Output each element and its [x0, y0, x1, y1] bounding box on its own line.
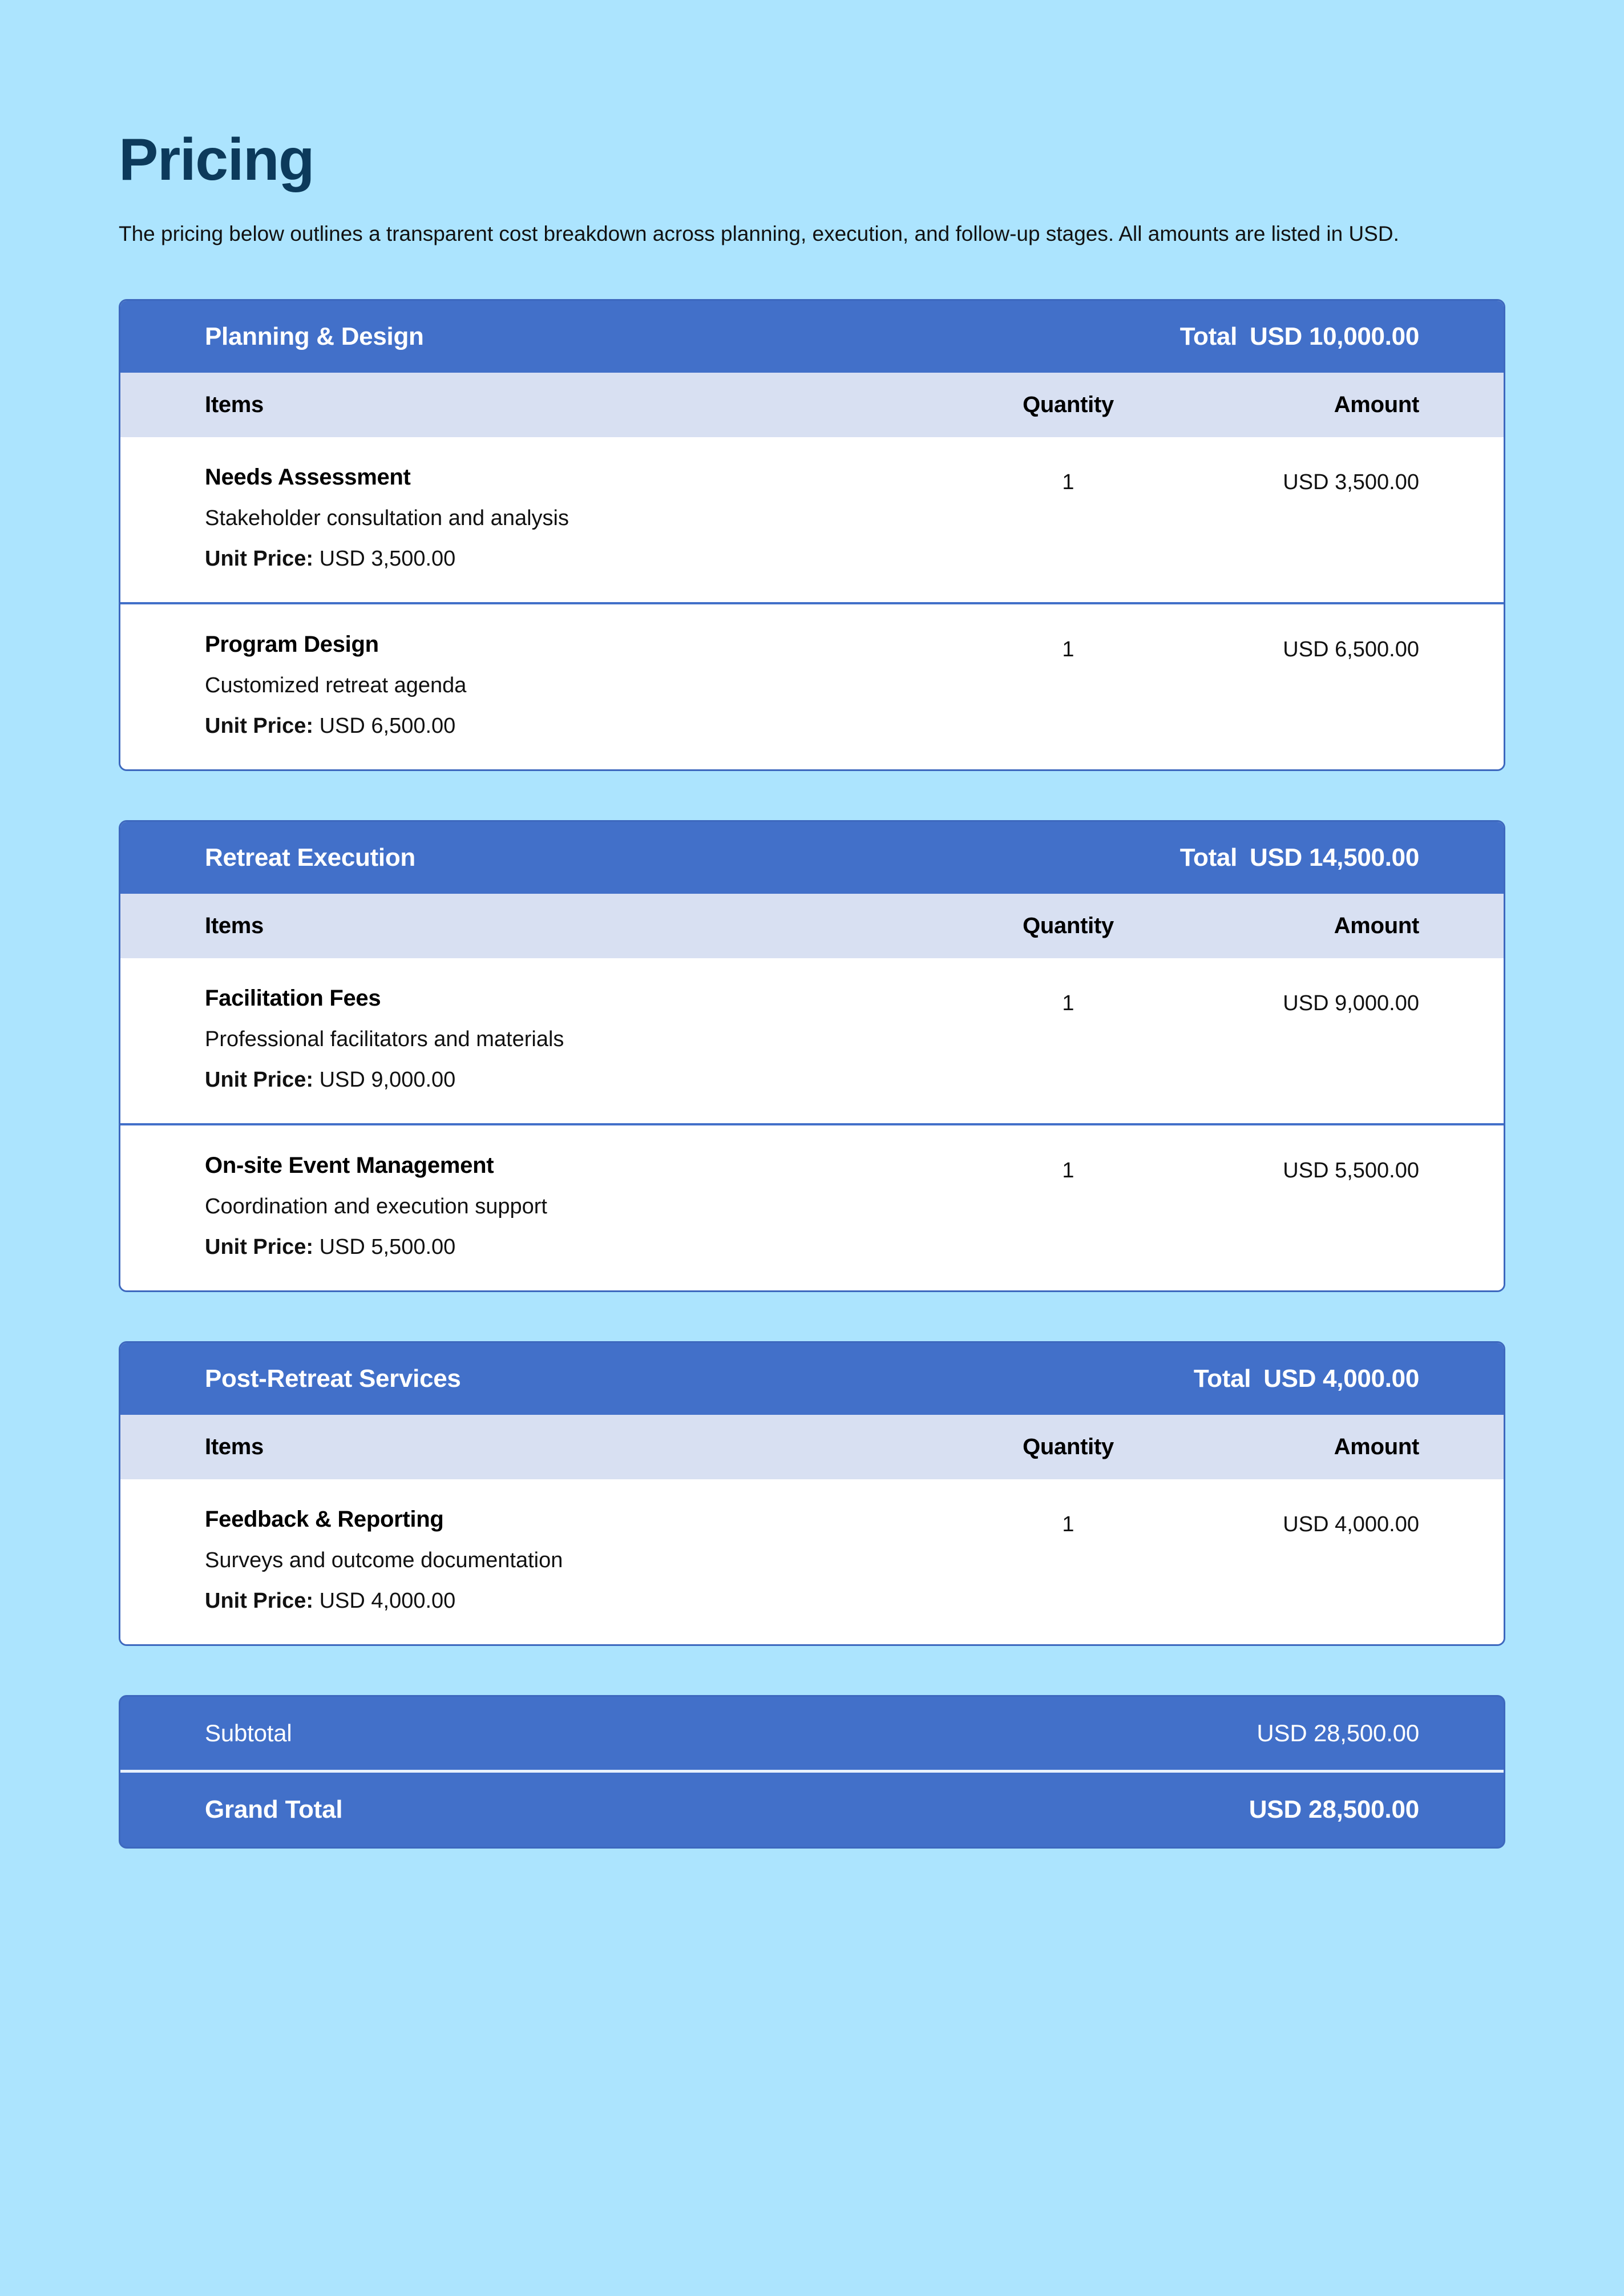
page-subtitle: The pricing below outlines a transparent cost breakdown across planning, execution, and follow-up stages. All amounts are listed in USD.: [119, 222, 1399, 245]
section-total-word: Total: [1179, 844, 1238, 872]
unit-price-label: Unit Price:: [205, 1235, 314, 1260]
table-row: [120, 602, 1504, 769]
line-item-description: Customized retreat agenda: [205, 673, 467, 698]
line-item-amount: USD 5,500.00: [1283, 1159, 1419, 1183]
column-header-amount: Amount: [1334, 1434, 1419, 1460]
column-header-quantity: Quantity: [1023, 1434, 1114, 1460]
section-total-value: USD 10,000.00: [1250, 322, 1419, 351]
section-header: [120, 822, 1504, 894]
column-header-amount: Amount: [1334, 392, 1419, 418]
grand-total-label: Grand Total: [205, 1795, 343, 1824]
line-item-description: Surveys and outcome documentation: [205, 1548, 563, 1573]
line-item-name: Program Design: [205, 632, 379, 657]
unit-price-label: Unit Price:: [205, 547, 314, 571]
section-header: [120, 301, 1504, 373]
section-total-word: Total: [1193, 1365, 1251, 1393]
line-item-quantity: 1: [1062, 991, 1074, 1016]
section-total: [1180, 322, 1419, 351]
unit-price-label: Unit Price:: [205, 1068, 314, 1092]
table-row: [120, 437, 1504, 602]
line-item-unit-price: [205, 547, 946, 571]
line-item-unit-price: [205, 1589, 946, 1613]
line-item-details: [205, 465, 946, 571]
unit-price-value: USD 4,000.00: [319, 1589, 456, 1613]
unit-price-label: Unit Price:: [205, 714, 314, 739]
line-item-unit-price: [205, 1235, 946, 1260]
column-header-amount: Amount: [1334, 913, 1419, 939]
line-item-details: [205, 986, 946, 1092]
column-header-quantity: Quantity: [1023, 913, 1114, 939]
line-item-amount: USD 4,000.00: [1283, 1512, 1419, 1537]
line-item-name: On-site Event Management: [205, 1153, 494, 1179]
pricing-section-card: [119, 299, 1505, 771]
line-item-quantity: 1: [1062, 1512, 1074, 1537]
subtotal-row: [120, 1697, 1504, 1773]
line-item-description: Professional facilitators and materials: [205, 1027, 564, 1052]
unit-price-value: USD 5,500.00: [319, 1235, 456, 1260]
unit-price-value: USD 9,000.00: [319, 1068, 456, 1092]
document-header: [119, 0, 1505, 250]
totals-card: [119, 1695, 1505, 1849]
line-item-description: Coordination and execution support: [205, 1195, 547, 1219]
page-title: Pricing: [119, 127, 314, 193]
subtotal-label: Subtotal: [205, 1720, 292, 1747]
line-item-name: Needs Assessment: [205, 465, 411, 490]
line-item-amount: USD 3,500.00: [1283, 470, 1419, 495]
table-row: [120, 1123, 1504, 1290]
section-total: [1180, 844, 1419, 872]
line-item-description: Stakeholder consultation and analysis: [205, 506, 569, 531]
column-header-items: Items: [205, 1434, 264, 1460]
column-header-row: [120, 373, 1504, 437]
line-item-unit-price: [205, 1068, 946, 1092]
column-header-items: Items: [205, 392, 264, 418]
section-title: Planning & Design: [205, 322, 424, 351]
pricing-section-card: [119, 820, 1505, 1292]
section-title: Retreat Execution: [205, 844, 416, 872]
line-item-quantity: 1: [1062, 1159, 1074, 1183]
unit-price-value: USD 3,500.00: [319, 547, 456, 571]
grand-total-row: [120, 1773, 1504, 1847]
line-item-details: [205, 1153, 946, 1260]
column-header-quantity: Quantity: [1023, 392, 1114, 418]
column-header-items: Items: [205, 913, 264, 939]
line-item-details: [205, 1507, 946, 1613]
section-header: [120, 1343, 1504, 1415]
section-title: Post-Retreat Services: [205, 1365, 461, 1393]
section-total: [1194, 1365, 1419, 1393]
pricing-sections: [119, 299, 1505, 1646]
section-total-word: Total: [1179, 322, 1238, 351]
line-item-unit-price: [205, 714, 946, 739]
column-header-row: [120, 894, 1504, 958]
line-item-amount: USD 9,000.00: [1283, 991, 1419, 1016]
section-total-value: USD 14,500.00: [1250, 844, 1419, 872]
table-row: [120, 958, 1504, 1123]
pricing-section-card: [119, 1341, 1505, 1646]
line-item-details: [205, 632, 946, 739]
line-item-quantity: 1: [1062, 637, 1074, 662]
line-item-name: Facilitation Fees: [205, 986, 381, 1011]
section-total-value: USD 4,000.00: [1263, 1365, 1419, 1393]
unit-price-value: USD 6,500.00: [319, 714, 456, 739]
column-header-row: [120, 1415, 1504, 1479]
subtotal-value: USD 28,500.00: [1257, 1720, 1419, 1747]
table-row: [120, 1479, 1504, 1644]
grand-total-value: USD 28,500.00: [1249, 1795, 1419, 1824]
line-item-name: Feedback & Reporting: [205, 1507, 444, 1532]
line-item-quantity: 1: [1062, 470, 1074, 495]
line-item-amount: USD 6,500.00: [1283, 637, 1419, 662]
unit-price-label: Unit Price:: [205, 1589, 314, 1613]
